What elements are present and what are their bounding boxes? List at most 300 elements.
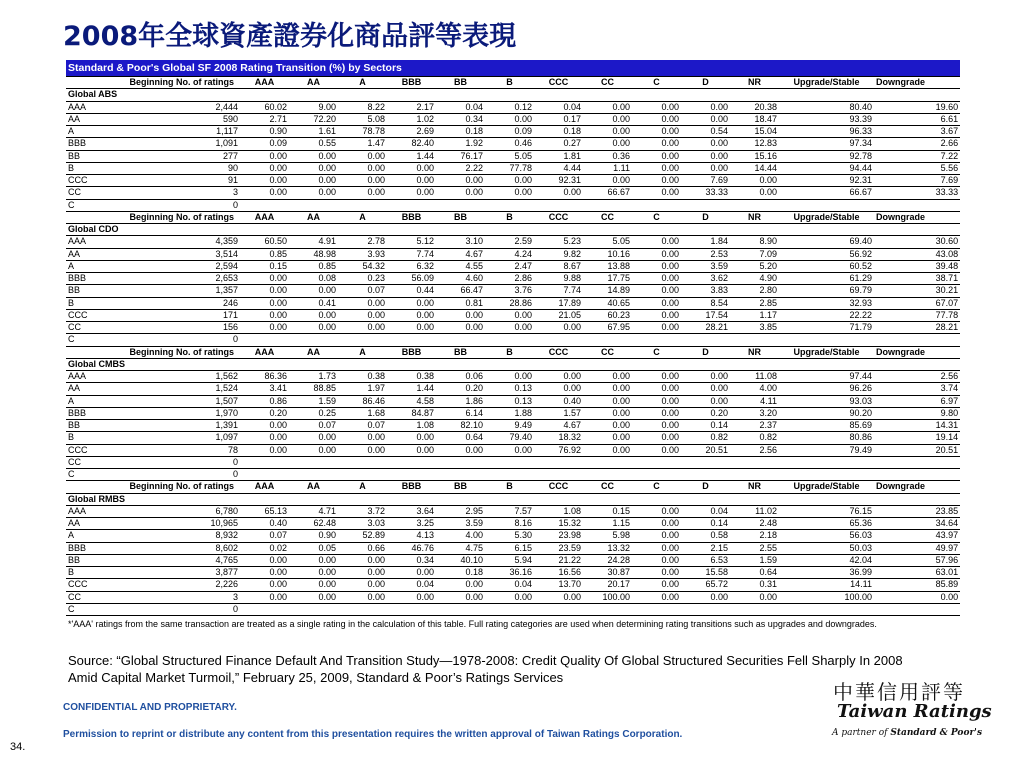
header-blank-cell xyxy=(66,346,120,358)
table-cell: 0.00 xyxy=(338,309,387,321)
table-cell: 0.00 xyxy=(632,505,681,517)
table-cell: 4.55 xyxy=(436,260,485,272)
table-cell: 0.00 xyxy=(240,444,289,456)
table-cell: 18.47 xyxy=(730,113,779,125)
table-cell: 1.97 xyxy=(338,383,387,395)
table-cell: 2.17 xyxy=(387,101,436,113)
table-cell: 0.13 xyxy=(485,395,534,407)
table-cell: 0.86 xyxy=(240,395,289,407)
column-header: BB xyxy=(436,211,485,223)
row-rating-label: BBB xyxy=(66,138,120,150)
table-cell xyxy=(874,199,960,211)
column-header: C xyxy=(632,211,681,223)
row-rating-label: AA xyxy=(66,248,120,260)
table-cell: 76.92 xyxy=(534,444,583,456)
row-rating-label: CCC xyxy=(66,444,120,456)
table-cell: 0.00 xyxy=(338,444,387,456)
table-cell: 3,877 xyxy=(120,567,240,579)
table-cell: 0.07 xyxy=(240,530,289,542)
table-cell: 0.00 xyxy=(632,101,681,113)
column-header: AA xyxy=(289,481,338,493)
table-cell: 13.88 xyxy=(583,260,632,272)
table-cell: 76.15 xyxy=(779,505,874,517)
table-row xyxy=(66,187,960,199)
table-cell: 3.85 xyxy=(730,322,779,334)
table-cell xyxy=(534,199,583,211)
column-header: CC xyxy=(583,211,632,223)
table-cell: 0.00 xyxy=(436,322,485,334)
sector-row xyxy=(66,89,960,101)
table-cell: 71.79 xyxy=(779,322,874,334)
table-cell: 0.00 xyxy=(681,101,730,113)
table-cell: 0.00 xyxy=(240,175,289,187)
table-cell: 14.11 xyxy=(779,579,874,591)
table-cell: 0.00 xyxy=(632,554,681,566)
table-cell: 0.20 xyxy=(240,407,289,419)
table-cell xyxy=(874,456,960,468)
table-cell: 0.81 xyxy=(436,297,485,309)
table-cell: 2.66 xyxy=(874,138,960,150)
table-cell: 46.76 xyxy=(387,542,436,554)
taiwan-ratings-logo xyxy=(820,676,1020,764)
table-cell: 0.00 xyxy=(240,297,289,309)
table-cell: 0.00 xyxy=(632,162,681,174)
table-cell: 0.00 xyxy=(681,113,730,125)
column-header: AA xyxy=(289,346,338,358)
table-cell: 1.02 xyxy=(387,113,436,125)
table-cell xyxy=(289,199,338,211)
table-cell: 52.89 xyxy=(338,530,387,542)
column-header: Downgrade xyxy=(874,211,960,223)
table-cell: 0.00 xyxy=(485,113,534,125)
table-cell: 36.99 xyxy=(779,567,874,579)
table-cell xyxy=(485,603,534,615)
table-cell: 84.87 xyxy=(387,407,436,419)
table-cell: 0.14 xyxy=(681,518,730,530)
table-cell: 0.82 xyxy=(681,432,730,444)
table-cell: 5.56 xyxy=(874,162,960,174)
table-cell: 0.00 xyxy=(632,309,681,321)
column-header: Downgrade xyxy=(874,346,960,358)
table-cell: 0.00 xyxy=(632,518,681,530)
table-cell: 4.91 xyxy=(289,236,338,248)
table-cell: 61.29 xyxy=(779,273,874,285)
table-cell: 54.32 xyxy=(338,260,387,272)
sector-row xyxy=(66,224,960,236)
table-cell: 0.00 xyxy=(436,309,485,321)
table-cell xyxy=(534,603,583,615)
table-cell: 0.46 xyxy=(485,138,534,150)
column-header: Beginning No. of ratings xyxy=(120,211,240,223)
table-cell: 0.17 xyxy=(534,113,583,125)
column-header: B xyxy=(485,77,534,89)
table-cell: 2.56 xyxy=(730,444,779,456)
table-row xyxy=(66,236,960,248)
table-row xyxy=(66,567,960,579)
table-cell xyxy=(632,469,681,481)
table-cell: 0.00 xyxy=(632,383,681,395)
table-cell: 8.22 xyxy=(338,101,387,113)
row-rating-label: AA xyxy=(66,113,120,125)
table-cell: 171 xyxy=(120,309,240,321)
sector-row xyxy=(66,493,960,505)
table-cell: 0.00 xyxy=(387,162,436,174)
table-cell: 0.04 xyxy=(534,101,583,113)
table-cell: 3.10 xyxy=(436,236,485,248)
table-cell: 49.97 xyxy=(874,542,960,554)
row-rating-label: BB xyxy=(66,554,120,566)
table-cell: 78.78 xyxy=(338,126,387,138)
table-cell: 32.93 xyxy=(779,297,874,309)
table-cell: 0.00 xyxy=(632,236,681,248)
row-rating-label: A xyxy=(66,260,120,272)
table-cell: 0.00 xyxy=(632,187,681,199)
table-cell: 0.00 xyxy=(387,444,436,456)
table-cell: 8,932 xyxy=(120,530,240,542)
table-cell: 0.00 xyxy=(583,383,632,395)
table-cell xyxy=(387,334,436,346)
table-cell: 1.17 xyxy=(730,309,779,321)
table-cell: 0.06 xyxy=(436,371,485,383)
row-rating-label: CC xyxy=(66,322,120,334)
column-header: B xyxy=(485,211,534,223)
table-cell: 0.00 xyxy=(632,126,681,138)
table-cell: 0.00 xyxy=(289,322,338,334)
row-rating-label: AAA xyxy=(66,371,120,383)
table-cell: 0.90 xyxy=(289,530,338,542)
table-cell: 1.59 xyxy=(289,395,338,407)
table-cell: 3.93 xyxy=(338,248,387,260)
table-cell: 0.00 xyxy=(632,113,681,125)
table-cell: 7.74 xyxy=(534,285,583,297)
table-cell: 100.00 xyxy=(779,591,874,603)
table-cell: 10,965 xyxy=(120,518,240,530)
table-cell: 22.22 xyxy=(779,309,874,321)
table-cell: 1,097 xyxy=(120,432,240,444)
table-cell xyxy=(485,334,534,346)
table-cell: 0 xyxy=(120,199,240,211)
table-cell: 0.00 xyxy=(387,175,436,187)
column-header: Downgrade xyxy=(874,77,960,89)
table-cell: 0.18 xyxy=(534,126,583,138)
table-cell: 5.05 xyxy=(485,150,534,162)
table-cell: 0.00 xyxy=(730,175,779,187)
table-cell: 0.07 xyxy=(289,420,338,432)
confidential-notice: CONFIDENTIAL AND PROPRIETARY. xyxy=(63,702,237,713)
table-cell: 0.38 xyxy=(338,371,387,383)
table-cell: 0.15 xyxy=(583,505,632,517)
table-cell: 0.00 xyxy=(485,187,534,199)
table-cell: 0.85 xyxy=(240,248,289,260)
table-cell: 4.60 xyxy=(436,273,485,285)
table-row xyxy=(66,334,960,346)
table-cell: 2.86 xyxy=(485,273,534,285)
table-cell: 69.79 xyxy=(779,285,874,297)
table-cell: 0.00 xyxy=(681,138,730,150)
table-cell: 0.00 xyxy=(240,420,289,432)
table-cell: 20.17 xyxy=(583,579,632,591)
table-cell: 30.21 xyxy=(874,285,960,297)
table-cell: 590 xyxy=(120,113,240,125)
table-cell: 72.20 xyxy=(289,113,338,125)
table-cell: 77.78 xyxy=(485,162,534,174)
table-cell: 16.56 xyxy=(534,567,583,579)
table-footnote: *'AAA' ratings from the same transaction are treated as a single rating in the calculation of this table. Full rating categories are used when determining rating transitions such as upgrades and downgrades. xyxy=(68,619,877,629)
table-cell: 2.69 xyxy=(387,126,436,138)
table-cell: 0.04 xyxy=(681,505,730,517)
table-cell: 63.01 xyxy=(874,567,960,579)
table-cell: 0.07 xyxy=(338,285,387,297)
column-header: C xyxy=(632,77,681,89)
table-cell: 4.24 xyxy=(485,248,534,260)
column-header: Beginning No. of ratings xyxy=(120,77,240,89)
table-row xyxy=(66,150,960,162)
table-cell: 1.11 xyxy=(583,162,632,174)
table-cell: 0.04 xyxy=(485,579,534,591)
table-cell xyxy=(338,469,387,481)
logo-tagline xyxy=(832,728,982,738)
table-cell: 0.00 xyxy=(289,444,338,456)
table-cell: 0.64 xyxy=(436,432,485,444)
table-cell: 1,562 xyxy=(120,371,240,383)
table-row xyxy=(66,371,960,383)
row-rating-label: BBB xyxy=(66,273,120,285)
table-cell: 0.00 xyxy=(632,432,681,444)
table-cell: 9.80 xyxy=(874,407,960,419)
row-rating-label: C xyxy=(66,334,120,346)
table-cell: 0.00 xyxy=(681,591,730,603)
logo-chinese-name: 中華信用評等 xyxy=(833,680,965,704)
column-header-row xyxy=(66,77,960,89)
table-cell: 0.00 xyxy=(240,579,289,591)
table-cell: 97.44 xyxy=(779,371,874,383)
table-row xyxy=(66,260,960,272)
table-cell: 3 xyxy=(120,187,240,199)
row-rating-label: C xyxy=(66,199,120,211)
table-cell: 85.89 xyxy=(874,579,960,591)
table-row xyxy=(66,322,960,334)
table-cell: 0.00 xyxy=(730,591,779,603)
table-row xyxy=(66,407,960,419)
table-cell: 0.00 xyxy=(240,150,289,162)
table-cell: 0.00 xyxy=(681,383,730,395)
column-header-row xyxy=(66,211,960,223)
table-cell xyxy=(681,334,730,346)
row-rating-label: A xyxy=(66,395,120,407)
table-cell: 0.00 xyxy=(632,567,681,579)
table-cell: 0.82 xyxy=(730,432,779,444)
row-rating-label: A xyxy=(66,530,120,542)
table-cell: 0.40 xyxy=(534,395,583,407)
table-cell: 1.86 xyxy=(436,395,485,407)
table-cell: 0.23 xyxy=(338,273,387,285)
table-cell: 2.15 xyxy=(681,542,730,554)
table-cell: 0.00 xyxy=(485,175,534,187)
table-cell: 77.78 xyxy=(874,309,960,321)
column-header: B xyxy=(485,346,534,358)
table-row xyxy=(66,591,960,603)
row-rating-label: B xyxy=(66,567,120,579)
table-cell: 0.00 xyxy=(289,187,338,199)
table-cell: 13.32 xyxy=(583,542,632,554)
column-header: C xyxy=(632,346,681,358)
column-header: A xyxy=(338,346,387,358)
table-cell: 14.44 xyxy=(730,162,779,174)
table-cell: 38.71 xyxy=(874,273,960,285)
table-cell: 0.00 xyxy=(632,395,681,407)
table-cell: 15.16 xyxy=(730,150,779,162)
table-row xyxy=(66,542,960,554)
row-rating-label: C xyxy=(66,469,120,481)
table-cell: 0.00 xyxy=(632,248,681,260)
table-cell xyxy=(387,456,436,468)
table-cell: 4.67 xyxy=(534,420,583,432)
table-cell: 0.20 xyxy=(436,383,485,395)
table-cell: 0.00 xyxy=(436,444,485,456)
column-header-row xyxy=(66,481,960,493)
table-cell: 3.03 xyxy=(338,518,387,530)
table-cell: 0.00 xyxy=(632,285,681,297)
table-cell: 15.58 xyxy=(681,567,730,579)
table-cell: 0.15 xyxy=(240,260,289,272)
table-cell: 0.00 xyxy=(730,187,779,199)
table-cell: 6.53 xyxy=(681,554,730,566)
table-cell: 2,444 xyxy=(120,101,240,113)
table-cell: 62.48 xyxy=(289,518,338,530)
column-header: CCC xyxy=(534,211,583,223)
table-cell: 0.00 xyxy=(583,371,632,383)
table-cell: 4,765 xyxy=(120,554,240,566)
sector-row xyxy=(66,358,960,370)
row-rating-label: AA xyxy=(66,383,120,395)
table-cell: 3.59 xyxy=(681,260,730,272)
table-cell: 21.22 xyxy=(534,554,583,566)
table-row xyxy=(66,518,960,530)
table-cell: 0 xyxy=(120,469,240,481)
table-cell: 0.00 xyxy=(240,322,289,334)
table-cell: 0.00 xyxy=(387,432,436,444)
table-cell: 7.69 xyxy=(681,175,730,187)
table-cell: 2,226 xyxy=(120,579,240,591)
table-cell: 3.25 xyxy=(387,518,436,530)
table-cell: 1.44 xyxy=(387,383,436,395)
table-row xyxy=(66,199,960,211)
table-cell: 60.52 xyxy=(779,260,874,272)
table-cell: 90 xyxy=(120,162,240,174)
table-cell: 2.48 xyxy=(730,518,779,530)
table-cell: 0.00 xyxy=(289,567,338,579)
table-cell xyxy=(485,456,534,468)
column-header: CCC xyxy=(534,481,583,493)
table-cell: 0.07 xyxy=(338,420,387,432)
table-cell: 0.00 xyxy=(681,162,730,174)
table-cell: 7.57 xyxy=(485,505,534,517)
table-cell: 0.00 xyxy=(338,579,387,591)
column-header: D xyxy=(681,346,730,358)
table-cell xyxy=(240,199,289,211)
table-cell: 0.00 xyxy=(632,138,681,150)
rating-transition-table xyxy=(66,60,960,633)
table-row xyxy=(66,383,960,395)
table-cell: 92.31 xyxy=(779,175,874,187)
table-cell: 28.21 xyxy=(681,322,730,334)
table-cell: 156 xyxy=(120,322,240,334)
row-rating-label: AAA xyxy=(66,505,120,517)
table-cell: 0.00 xyxy=(485,444,534,456)
table-cell: 65.72 xyxy=(681,579,730,591)
table-cell: 0.13 xyxy=(485,383,534,395)
column-header: D xyxy=(681,211,730,223)
table-cell: 2.22 xyxy=(436,162,485,174)
table-cell: 5.30 xyxy=(485,530,534,542)
table-cell xyxy=(240,334,289,346)
table-cell: 3.76 xyxy=(485,285,534,297)
column-header: NR xyxy=(730,346,779,358)
table-cell: 67.07 xyxy=(874,297,960,309)
table-cell: 3.20 xyxy=(730,407,779,419)
table-cell: 0.04 xyxy=(387,579,436,591)
column-header: NR xyxy=(730,481,779,493)
table-cell: 0.00 xyxy=(632,530,681,542)
table-cell: 43.97 xyxy=(874,530,960,542)
table-cell: 5.98 xyxy=(583,530,632,542)
table-cell: 0.00 xyxy=(289,432,338,444)
column-header: AAA xyxy=(240,77,289,89)
table-row xyxy=(66,285,960,297)
table-title: Standard & Poor's Global SF 2008 Rating Transition (%) by Sectors xyxy=(66,60,960,77)
table-cell: 0.00 xyxy=(387,187,436,199)
table-cell: 1.47 xyxy=(338,138,387,150)
table-cell: 0.00 xyxy=(583,138,632,150)
column-header: D xyxy=(681,481,730,493)
table-cell: 4.00 xyxy=(730,383,779,395)
table-cell: 1.15 xyxy=(583,518,632,530)
table-cell: 3.74 xyxy=(874,383,960,395)
table-cell: 0.00 xyxy=(338,162,387,174)
table-cell: 0.27 xyxy=(534,138,583,150)
table-cell: 0.00 xyxy=(632,175,681,187)
table-cell: 0.00 xyxy=(436,187,485,199)
table-cell: 94.44 xyxy=(779,162,874,174)
table-cell: 17.89 xyxy=(534,297,583,309)
sector-name: Global CMBS xyxy=(66,358,960,370)
column-header: A xyxy=(338,211,387,223)
table-cell: 92.31 xyxy=(534,175,583,187)
table-cell: 60.02 xyxy=(240,101,289,113)
table-cell xyxy=(240,456,289,468)
table-cell: 0.00 xyxy=(240,162,289,174)
table-cell: 2.47 xyxy=(485,260,534,272)
table-cell: 0.36 xyxy=(583,150,632,162)
table-cell: 0.00 xyxy=(583,407,632,419)
table-cell: 4.67 xyxy=(436,248,485,260)
header-blank-cell xyxy=(66,481,120,493)
table-cell: 6.97 xyxy=(874,395,960,407)
table-cell: 40.65 xyxy=(583,297,632,309)
table-cell xyxy=(583,334,632,346)
table-cell: 0.00 xyxy=(289,175,338,187)
column-header: Beginning No. of ratings xyxy=(120,346,240,358)
table-cell: 0.00 xyxy=(534,383,583,395)
table-cell: 9.00 xyxy=(289,101,338,113)
table-row xyxy=(66,554,960,566)
table-cell: 1,117 xyxy=(120,126,240,138)
table-cell: 1,357 xyxy=(120,285,240,297)
table-cell: 0.20 xyxy=(681,407,730,419)
table-cell: 78 xyxy=(120,444,240,456)
table-cell: 0.00 xyxy=(436,579,485,591)
table-cell xyxy=(779,199,874,211)
